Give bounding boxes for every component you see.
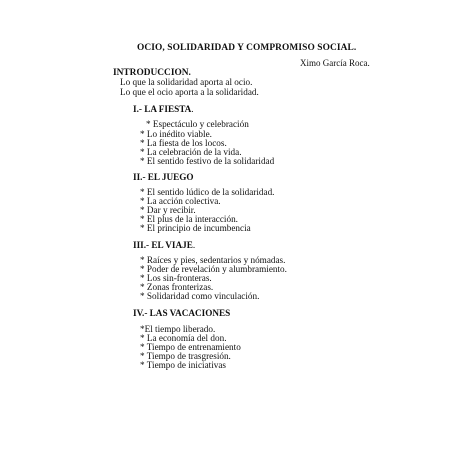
section-heading-label: III.- EL VIAJE xyxy=(133,240,193,250)
section-heading-label: I.- LA FIESTA xyxy=(133,104,192,114)
list-item: * El plus de la interacción. xyxy=(140,214,238,224)
section-heading-suffix: . xyxy=(191,104,194,114)
list-item: * Tiempo de iniciativas xyxy=(140,360,227,370)
list-item: * Lo inédito viable. xyxy=(140,129,212,139)
list-item: *El tiempo liberado. xyxy=(140,324,216,334)
list-item: * Tiempo de entrenamiento xyxy=(140,342,241,352)
section-heading xyxy=(133,240,195,250)
author-name: Ximo García Roca. xyxy=(300,58,370,68)
list-item: * La acción colectiva. xyxy=(140,196,221,206)
section-heading-label: II.- EL JUEGO xyxy=(133,172,194,182)
intro-line: Lo que la solidaridad aporta al ocio. xyxy=(120,77,253,87)
document-title: OCIO, SOLIDARIDAD Y COMPROMISO SOCIAL. xyxy=(137,43,357,53)
list-item: * La economía del don. xyxy=(140,333,227,343)
section-heading-suffix: . xyxy=(192,240,196,250)
list-item: * Raíces y pies, sedentarios y nómadas. xyxy=(140,255,286,265)
intro-line: Lo que el ocio aporta a la solidaridad. xyxy=(120,87,259,97)
list-item: * Dar y recibir. xyxy=(140,205,196,215)
list-item: * Espectáculo y celebración xyxy=(146,119,249,129)
list-item: * Tiempo de trasgresión. xyxy=(140,351,231,361)
section-heading xyxy=(133,172,194,182)
section-heading xyxy=(133,104,194,114)
list-item: * Poder de revelación y alumbramiento. xyxy=(140,264,287,274)
section-heading-label: IV.- LAS VACACIONES xyxy=(133,308,231,318)
list-item: * El principio de incumbencia xyxy=(140,223,251,233)
list-item: * El sentido festivo de la solidaridad xyxy=(140,156,275,166)
intro-heading: INTRODUCCION. xyxy=(113,68,191,78)
list-item: * Solidaridad como vinculación. xyxy=(140,291,260,301)
list-item: * La fiesta de los locos. xyxy=(140,138,227,148)
list-item: * Los sin-fronteras. xyxy=(140,273,212,283)
list-item: * La celebración de la vida. xyxy=(140,147,242,157)
section-heading xyxy=(133,308,230,318)
list-item: * Zonas fronterizas. xyxy=(140,282,214,292)
list-item: * El sentido lúdico de la solidaridad. xyxy=(140,187,275,197)
